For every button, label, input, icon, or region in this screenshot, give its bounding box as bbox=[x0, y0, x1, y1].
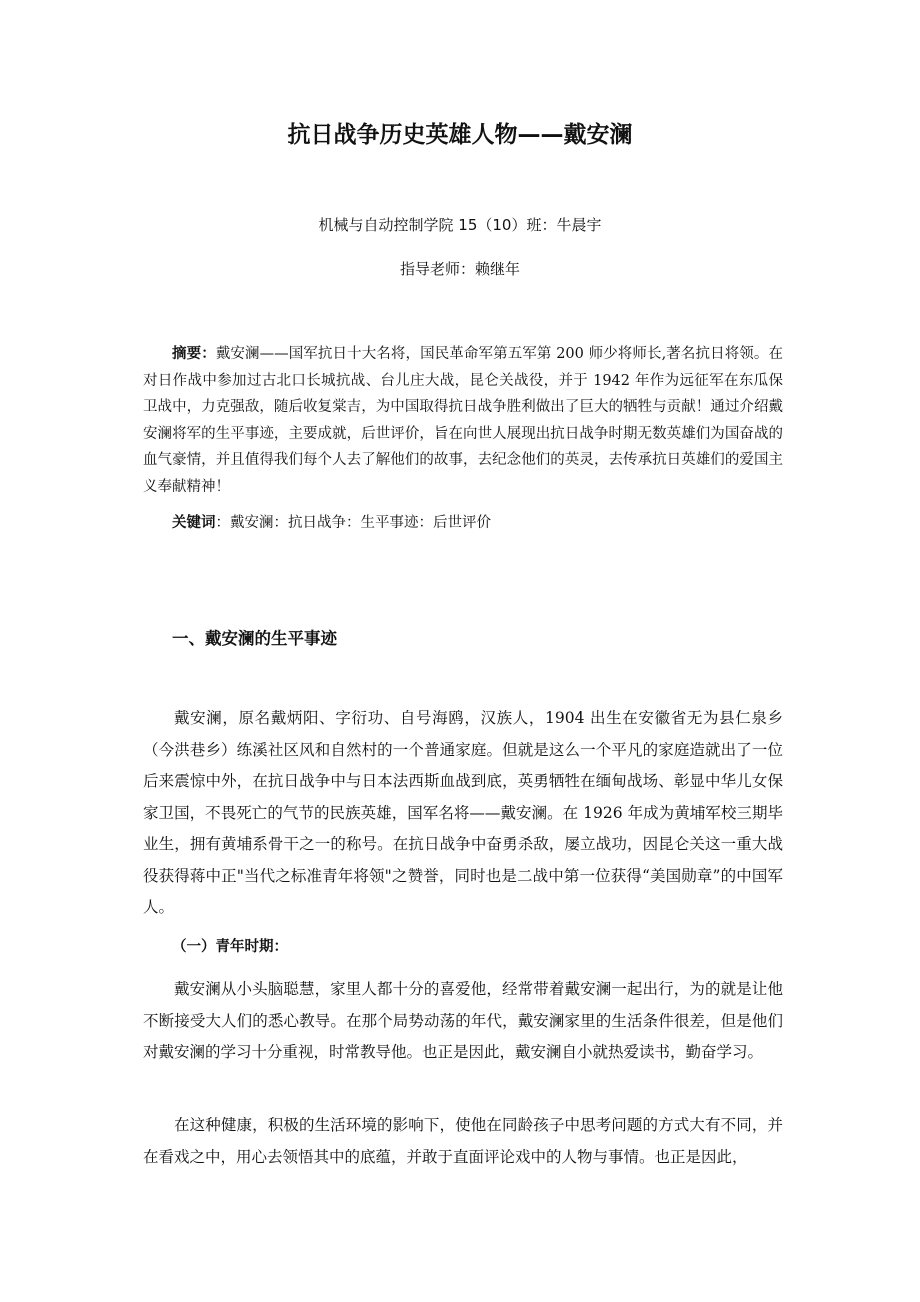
abstract-paragraph bbox=[143, 341, 783, 500]
body-paragraph-2: 戴安澜从小头脑聪慧，家里人都十分的喜爱他，经常带着戴安澜一起出行，为的就是让他不断接受大人们的悉心教导。在那个局势动荡的年代，戴安澜家里的生活条件很差，但是他们对戴安澜的学习十分重视，时常教导他。也正是因此，戴安澜自小就热爱读书，勤奋学习。 bbox=[143, 980, 783, 1061]
section-heading: 一、戴安澜的生平事迹 bbox=[172, 629, 337, 648]
keywords-line bbox=[172, 510, 784, 536]
subsection-heading: （一）青年时期： bbox=[172, 939, 288, 955]
body-paragraph-1: 戴安澜，原名戴炳阳、字衍功、自号海鸥，汉族人，1904 出生在安徽省无为县仁泉乡（今洪巷乡）练溪社区风和自然村的一个普通家庭。但就是这么一个平凡的家庭造就出了一位后来震惊中外，在抗日战争中与日本法西斯血战到底，英勇牺牲在缅甸战场、彰显中华儿女保家卫国，不畏死亡的气节的民族英雄，国军名将——戴安澜。在 1926 年成为黄埔军校三期毕业生，拥有黄埔系骨干之一的称号。在抗日战争中奋勇杀敌，屡立战功，因昆仑关这一重大战役获得蒋中正"当代之标准青年将领"之赞誉，同时也是二战中第一位获得“美国勋章”的中国军人。 bbox=[143, 709, 783, 916]
keywords-text: ：戴安澜：抗日战争：生平事迹：后世评价 bbox=[215, 515, 491, 531]
advisor-line: 指导老师：赖继年 bbox=[399, 260, 520, 278]
author-line: 机械与自动控制学院 15（10）班：牛晨宇 bbox=[318, 216, 602, 234]
abstract-label: 摘要： bbox=[172, 346, 216, 362]
document-title: 抗日战争历史英雄人物——戴安澜 bbox=[287, 122, 633, 148]
abstract-text: 戴安澜——国军抗日十大名将，国民革命军第五军第 200 师少将师长,著名抗日将领。在对日作战中参加过古北口长城抗战、台儿庄大战，昆仑关战役，并于 1942 年作为远征军在东瓜保卫战中，力克强敌，随后收复棠吉，为中国取得抗日战争胜利做出了巨大的牺牲与贡献！通过介绍戴安澜将军的生平事迹，主要成就，后世评价，旨在向世人展现出抗日战争时期无数英雄们为国奋战的血气豪情，并且值得我们每个人去了解他们的故事，去纪念他们的英灵，去传承抗日英雄们的爱国主义奉献精神！ bbox=[143, 346, 783, 495]
keywords-label: 关键词 bbox=[172, 515, 216, 531]
body-paragraph-3: 在这种健康，积极的生活环境的影响下，使他在同龄孩子中思考问题的方式大有不同，并在看戏之中，用心去领悟其中的底蕴，并敢于直面评论戏中的人物与事情。也正是因此， bbox=[143, 1116, 783, 1166]
